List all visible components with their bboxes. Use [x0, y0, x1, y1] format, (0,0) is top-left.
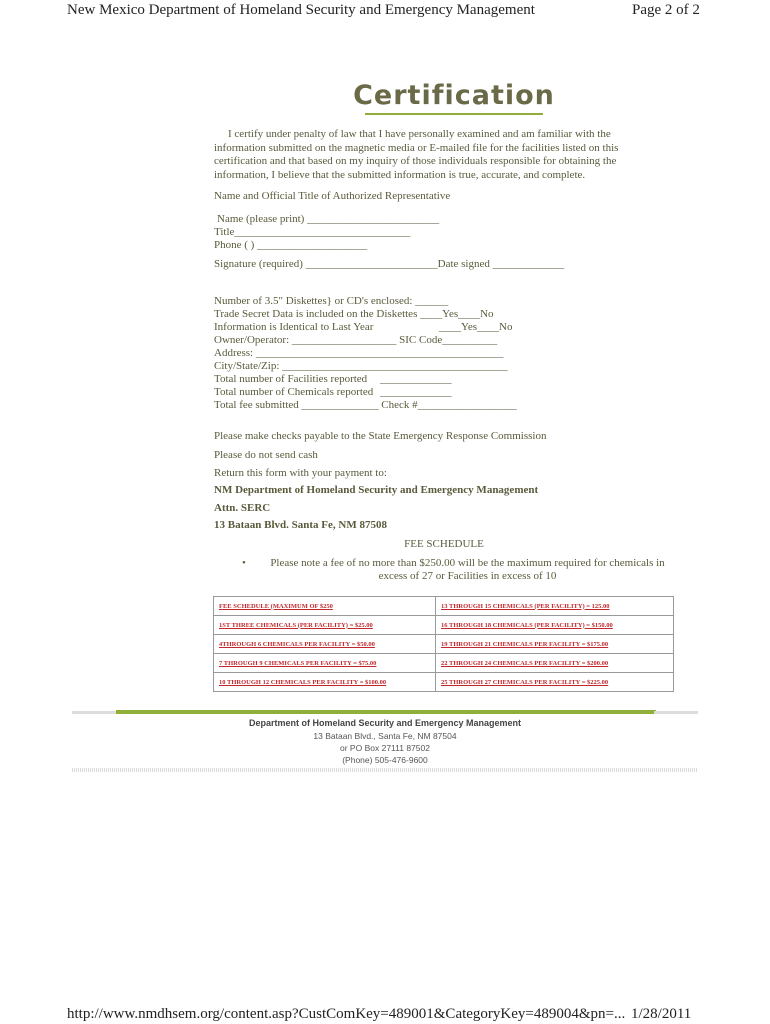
- return-form-text: Return this form with your payment to:: [214, 467, 387, 479]
- identical-options: ____Yes____No: [439, 321, 513, 333]
- table-cell: 25 THROUGH 27 CHEMICALS PER FACILITY = $225.00: [436, 673, 674, 692]
- table-cell: 4THROUGH 6 CHEMICALS PER FACILITY = $50.00: [214, 635, 436, 654]
- print-footer-date: 1/28/2011: [631, 1006, 692, 1022]
- footer-phone: (Phone) 505-476-9600: [342, 755, 428, 765]
- title-field: Title________________________________: [214, 226, 411, 238]
- return-address: 13 Bataan Blvd. Santa Fe, NM 87508: [214, 519, 387, 531]
- chemicals-label: Total number of Chemicals reported: [214, 386, 374, 398]
- bullet-icon: •: [242, 557, 246, 569]
- diskettes-field: Number of 3.5" Diskettes} or CD's enclosed: ______: [214, 295, 449, 307]
- fee-note-text: Please note a fee of no more than $250.00 will be the maximum required for chemicals in excess of 27 or Facilities in excess of 10: [270, 557, 665, 582]
- return-organization: NM Department of Homeland Security and Emergency Management: [214, 484, 539, 496]
- table-row: [214, 635, 674, 654]
- certification-paragraph: I certify under penalty of law that I have personally examined and am familiar with the information submitted on the magnetic media or E-mailed file for the facilities listed on this certification and that based on my inquiry of those individuals responsible for obtaining the information, I believe that the submitted information is true, accurate, and complete.: [214, 128, 619, 181]
- title-underline: [365, 113, 543, 115]
- table-cell: 7 THROUGH 9 CHEMICALS PER FACILITY = $75.00: [214, 654, 436, 673]
- footer-divider-right: [654, 711, 698, 714]
- fee-submitted-field: Total fee submitted ______________ Check #__________________: [214, 399, 517, 411]
- footer-divider: [116, 710, 656, 714]
- table-row: [214, 597, 674, 616]
- no-cash-text: Please do not send cash: [214, 449, 318, 461]
- identical-label: Information is Identical to Last Year: [214, 321, 374, 333]
- table-cell: 10 THROUGH 12 CHEMICALS PER FACILITY = $100.00: [214, 673, 436, 692]
- footer-address: 13 Bataan Blvd., Santa Fe, NM 87504: [313, 731, 457, 741]
- checks-payable-text: Please make checks payable to the State Emergency Response Commission: [214, 430, 547, 442]
- return-attention: Attn. SERC: [214, 502, 271, 514]
- document-title: Certification: [353, 80, 555, 111]
- footer-organization: Department of Homeland Security and Emergency Management: [248, 718, 522, 728]
- print-header-title: New Mexico Department of Homeland Security and Emergency Management: [67, 2, 535, 18]
- print-header-page: Page 2 of 2: [632, 2, 700, 18]
- phone-field: Phone ( ) ____________________: [214, 239, 368, 251]
- chemicals-blank: _____________: [380, 386, 452, 398]
- fee-schedule-table: [213, 596, 674, 692]
- table-row: [214, 654, 674, 673]
- table-row: [214, 673, 674, 692]
- facilities-blank: _____________: [380, 373, 452, 385]
- table-row: [214, 616, 674, 635]
- fee-schedule-title: FEE SCHEDULE: [404, 538, 484, 550]
- owner-field: Owner/Operator: ___________________ SIC Code__________: [214, 334, 498, 346]
- fee-note: [214, 557, 674, 583]
- table-cell: 16 THROUGH 18 CHEMICALS (PER FACILITY) = $150.00: [436, 616, 674, 635]
- facilities-label: Total number of Facilities reported: [214, 373, 368, 385]
- table-cell: 19 THROUGH 21 CHEMICALS PER FACILITY = $175.00: [436, 635, 674, 654]
- table-cell: FEE SCHEDULE (MAXIMUM OF $250: [214, 597, 436, 616]
- representative-heading: Name and Official Title of Authorized Representative: [214, 190, 451, 202]
- name-field: Name (please print) ________________________: [217, 213, 440, 225]
- city-state-zip-field: City/State/Zip: _________________________________________: [214, 360, 508, 372]
- table-cell: 13 THROUGH 15 CHEMICALS (PER FACILITY) = 125.00: [436, 597, 674, 616]
- signature-field: Signature (required) ________________________Date signed _____________: [214, 258, 565, 270]
- trade-secret-field: Trade Secret Data is included on the Diskettes ____Yes____No: [214, 308, 494, 320]
- footer-divider-left: [72, 711, 118, 714]
- footer-pobox: or PO Box 27111 87502: [340, 743, 430, 753]
- print-footer-url: http://www.nmdhsem.org/content.asp?CustComKey=489001&CategoryKey=489004&pn=...: [67, 1006, 626, 1022]
- table-cell: 22 THROUGH 24 CHEMICALS PER FACILITY = $200.00: [436, 654, 674, 673]
- address-field: Address: _____________________________________________: [214, 347, 504, 359]
- footer-dotted-rule: [72, 768, 698, 772]
- table-cell: 1ST THREE CHEMICALS (PER FACILITY) = $25.00: [214, 616, 436, 635]
